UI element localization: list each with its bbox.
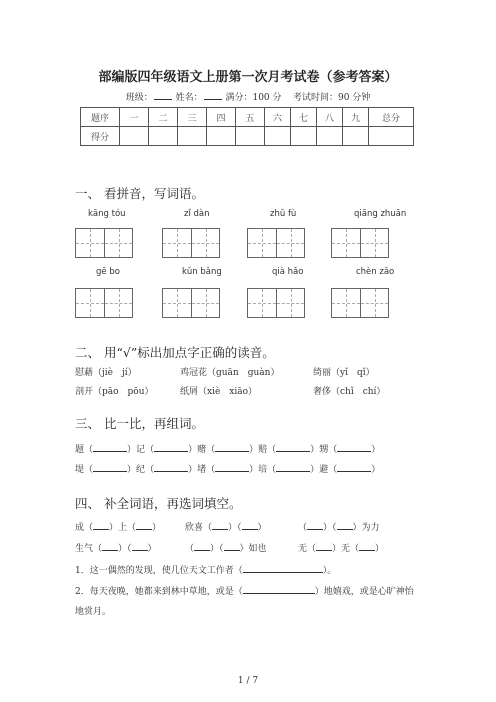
compare-row-2: 堤（ ）纪（ ）堵（ ）培（ ）避（ ） (75, 462, 380, 475)
answer-blank[interactable] (154, 462, 188, 472)
score-header-cell: 九 (343, 108, 369, 127)
compare-char: 赌 (197, 445, 207, 455)
answer-blank[interactable] (242, 520, 258, 530)
writing-grid[interactable] (331, 228, 389, 258)
answer-blank[interactable] (337, 442, 371, 452)
writing-grid[interactable] (162, 228, 220, 258)
writing-grid[interactable] (247, 288, 305, 318)
writing-grid[interactable] (75, 228, 133, 258)
name-blank (204, 91, 222, 100)
answer-blank[interactable] (215, 442, 249, 452)
compare-char: 题 (75, 445, 85, 455)
answer-blank[interactable] (93, 442, 127, 452)
idiom-item: 欣喜（ ）（ ） (185, 520, 267, 533)
reading-item[interactable]: 慰藉（jiè jí） (75, 368, 137, 378)
score-cell[interactable] (265, 127, 291, 146)
score-header-cell: 七 (291, 108, 317, 127)
score-cell[interactable] (343, 127, 369, 146)
writing-grid[interactable] (75, 288, 133, 318)
answer-blank[interactable] (276, 442, 310, 452)
answer-blank[interactable] (276, 462, 310, 472)
writing-grid[interactable] (247, 228, 305, 258)
page-number: 1 / 7 (237, 676, 259, 686)
score-header-cell: 三 (178, 108, 207, 127)
idiom-item: 生气（ ）（ ） (75, 541, 157, 554)
exam-time: 考试时间：90 分钟 (292, 93, 371, 103)
idiom-item: 成（ ）上（ ） (75, 520, 161, 533)
pinyin-label: qiāng zhuān (354, 209, 407, 219)
score-cell[interactable] (149, 127, 178, 146)
answer-blank[interactable] (102, 541, 118, 551)
section1-heading: 一、 看拼音，写词语。 (75, 186, 204, 201)
exam-info (0, 90, 496, 103)
score-cell[interactable] (178, 127, 207, 146)
pinyin-label: kǔn bǎng (182, 267, 222, 277)
answer-blank[interactable] (93, 462, 127, 472)
answer-blank[interactable] (307, 520, 323, 530)
pinyin-label: gē bo (96, 267, 120, 277)
reading-item[interactable]: 纸屑（xiè xiāo） (180, 387, 258, 397)
score-table-header-row (81, 108, 414, 127)
question-2: 2．每天夜晚，她都来到林中草地，或是（ ）地嬉戏，或是心旷神怡 (75, 584, 414, 597)
question-2-continued: 地赏月。 (75, 607, 112, 617)
answer-blank[interactable] (132, 541, 148, 551)
reading-item[interactable]: 绮丽（yǐ qǐ） (313, 368, 375, 378)
score-cell[interactable] (120, 127, 149, 146)
compare-char: 纪 (136, 465, 146, 475)
pinyin-label: zǐ dàn (184, 209, 210, 219)
score-header-cell: 一 (120, 108, 149, 127)
full-score: 满分：100 分 (225, 93, 282, 103)
answer-blank[interactable] (215, 462, 249, 472)
idiom-item: （ ）（ ）如也 (185, 541, 267, 554)
compare-char: 甥 (319, 445, 329, 455)
idiom-item: 无（ ）无（ ） (298, 541, 384, 554)
score-cell[interactable] (369, 127, 414, 146)
answer-blank[interactable] (224, 541, 240, 551)
score-header-cell: 题序 (81, 108, 120, 127)
compare-row-1: 题（ ）记（ ）赌（ ）赔（ ）甥（ ） (75, 442, 380, 455)
reading-item[interactable]: 鸡冠花（guān guàn） (180, 368, 280, 378)
pinyin-label: chèn zǎo (356, 267, 395, 277)
class-label: 班级： (125, 93, 153, 103)
answer-blank[interactable] (359, 541, 375, 551)
question-1: 1．这一偶然的发现，使几位天文工作者（ ）。 (75, 563, 336, 576)
section3-heading: 三、 比一比，再组词。 (75, 416, 204, 431)
writing-grid[interactable] (162, 288, 220, 318)
reading-item[interactable]: 奢侈（chǐ chí） (313, 387, 386, 397)
compare-char: 堵 (197, 465, 207, 475)
answer-blank[interactable] (194, 541, 210, 551)
score-cell[interactable] (317, 127, 343, 146)
score-cell[interactable] (207, 127, 236, 146)
answer-blank[interactable] (154, 442, 188, 452)
answer-blank[interactable] (337, 462, 371, 472)
pinyin-label: qià hǎo (272, 267, 304, 277)
score-cell[interactable] (291, 127, 317, 146)
answer-blank[interactable] (316, 541, 332, 551)
score-table-score-row (81, 127, 414, 146)
idiom-item: （ ）（ ）为力 (298, 520, 380, 533)
answer-blank[interactable] (136, 520, 152, 530)
compare-char: 避 (319, 465, 329, 475)
compare-char: 堤 (75, 465, 85, 475)
writing-grid[interactable] (331, 288, 389, 318)
answer-blank[interactable] (93, 520, 109, 530)
name-label: 姓名： (175, 93, 203, 103)
compare-char: 培 (258, 465, 268, 475)
score-header-cell: 八 (317, 108, 343, 127)
score-header-cell: 总分 (369, 108, 414, 127)
compare-char: 赔 (258, 445, 268, 455)
score-row-label: 得分 (81, 127, 120, 146)
score-header-cell: 五 (236, 108, 265, 127)
score-table (80, 107, 414, 146)
pinyin-label: kāng tóu (88, 209, 126, 219)
class-blank (154, 91, 172, 100)
section4-heading: 四、 补全词语，再选词填空。 (75, 496, 242, 511)
compare-char: 记 (136, 445, 146, 455)
answer-blank[interactable] (243, 563, 323, 573)
pinyin-label: zhǔ fù (270, 209, 297, 219)
reading-item[interactable]: 剖开（pāo pōu） (75, 387, 154, 397)
answer-blank[interactable] (337, 520, 353, 530)
answer-blank[interactable] (212, 520, 228, 530)
page-title: 部编版四年级语文上册第一次月考试卷（参考答案） (98, 70, 398, 85)
section2-heading: 二、 用“√”标出加点字正确的读音。 (75, 345, 275, 360)
score-cell[interactable] (236, 127, 265, 146)
answer-blank[interactable] (243, 584, 315, 594)
score-header-cell: 六 (265, 108, 291, 127)
score-header-cell: 二 (149, 108, 178, 127)
score-header-cell: 四 (207, 108, 236, 127)
